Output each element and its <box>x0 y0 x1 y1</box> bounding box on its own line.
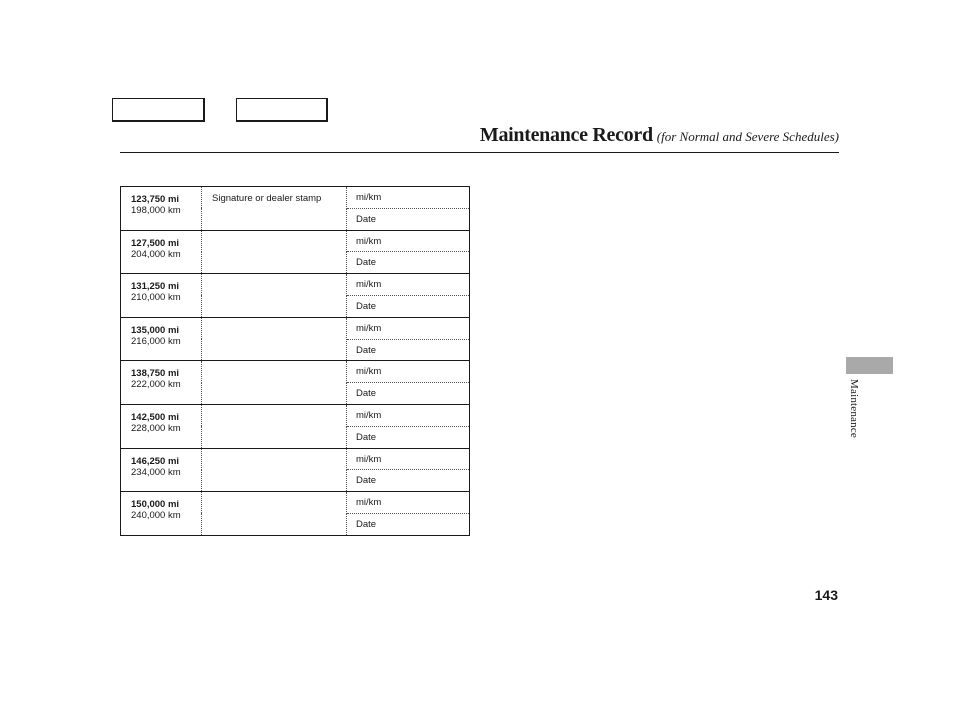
mileage-km: 210,000 km <box>131 292 181 304</box>
section-tab[interactable] <box>846 357 893 374</box>
mileage-cell <box>121 448 202 492</box>
header-divider <box>120 152 839 153</box>
mileage-km: 198,000 km <box>131 205 181 216</box>
distance-field: mi/km <box>347 448 470 470</box>
table-row <box>121 448 470 470</box>
distance-field: mi/km <box>347 361 470 383</box>
date-field: Date <box>347 252 470 274</box>
distance-field: mi/km <box>347 187 470 209</box>
mileage-mi: 135,000 mi <box>131 324 180 336</box>
next-page-button[interactable] <box>236 98 328 122</box>
mileage-km: 240,000 km <box>131 510 181 522</box>
maintenance-record-table <box>120 186 470 536</box>
mileage-mi: 138,750 mi <box>131 368 180 380</box>
mileage-km: 228,000 km <box>131 422 181 434</box>
date-field: Date <box>347 426 470 448</box>
signature-stamp-cell <box>202 230 347 274</box>
date-field: Date <box>347 470 470 492</box>
page-header <box>480 124 839 147</box>
mileage-mi: 131,250 mi <box>131 281 180 293</box>
signature-stamp-cell <box>202 492 347 536</box>
signature-stamp-cell <box>202 404 347 448</box>
signature-stamp-cell <box>202 317 347 361</box>
table-row <box>121 187 470 209</box>
mileage-cell <box>121 404 202 448</box>
table-row <box>121 404 470 426</box>
signature-stamp-cell <box>202 448 347 492</box>
mileage-km: 222,000 km <box>131 379 181 391</box>
distance-field: mi/km <box>347 317 470 339</box>
date-field: Date <box>347 208 470 230</box>
mileage-mi: 146,250 mi <box>131 455 180 467</box>
distance-field: mi/km <box>347 230 470 252</box>
table-row <box>121 274 470 296</box>
page-number: 143 <box>814 587 838 603</box>
mileage-mi: 127,500 mi <box>131 237 180 249</box>
mileage-cell <box>121 361 202 405</box>
signature-stamp-cell <box>202 187 347 231</box>
stamp-label: Signature or dealer stamp <box>212 193 322 204</box>
distance-field: mi/km <box>347 404 470 426</box>
page-title: Maintenance Record <box>479 124 653 146</box>
table-row <box>121 361 470 383</box>
distance-field: mi/km <box>347 274 470 296</box>
mileage-cell <box>121 187 202 231</box>
distance-field: mi/km <box>347 492 470 514</box>
mileage-mi: 142,500 mi <box>131 411 180 423</box>
signature-stamp-cell <box>202 361 347 405</box>
mileage-km: 234,000 km <box>131 466 181 478</box>
mileage-mi: 150,000 mi <box>131 499 180 511</box>
mileage-km: 204,000 km <box>131 248 181 260</box>
page-subtitle: (for Normal and Severe Schedules) <box>656 129 839 144</box>
date-field: Date <box>347 339 470 361</box>
table-row <box>121 492 470 514</box>
date-field: Date <box>347 383 470 405</box>
mileage-cell <box>121 492 202 536</box>
mileage-km: 216,000 km <box>131 335 181 347</box>
table-row <box>121 317 470 339</box>
previous-page-button[interactable] <box>112 98 205 122</box>
mileage-cell <box>121 317 202 361</box>
date-field: Date <box>347 295 470 317</box>
date-field: Date <box>356 518 377 530</box>
mileage-mi: 123,750 mi <box>131 194 180 205</box>
table-row <box>121 230 470 252</box>
mileage-cell <box>121 230 202 274</box>
section-tab-label: Maintenance <box>848 379 860 439</box>
mileage-cell <box>121 274 202 318</box>
signature-stamp-cell <box>202 274 347 318</box>
